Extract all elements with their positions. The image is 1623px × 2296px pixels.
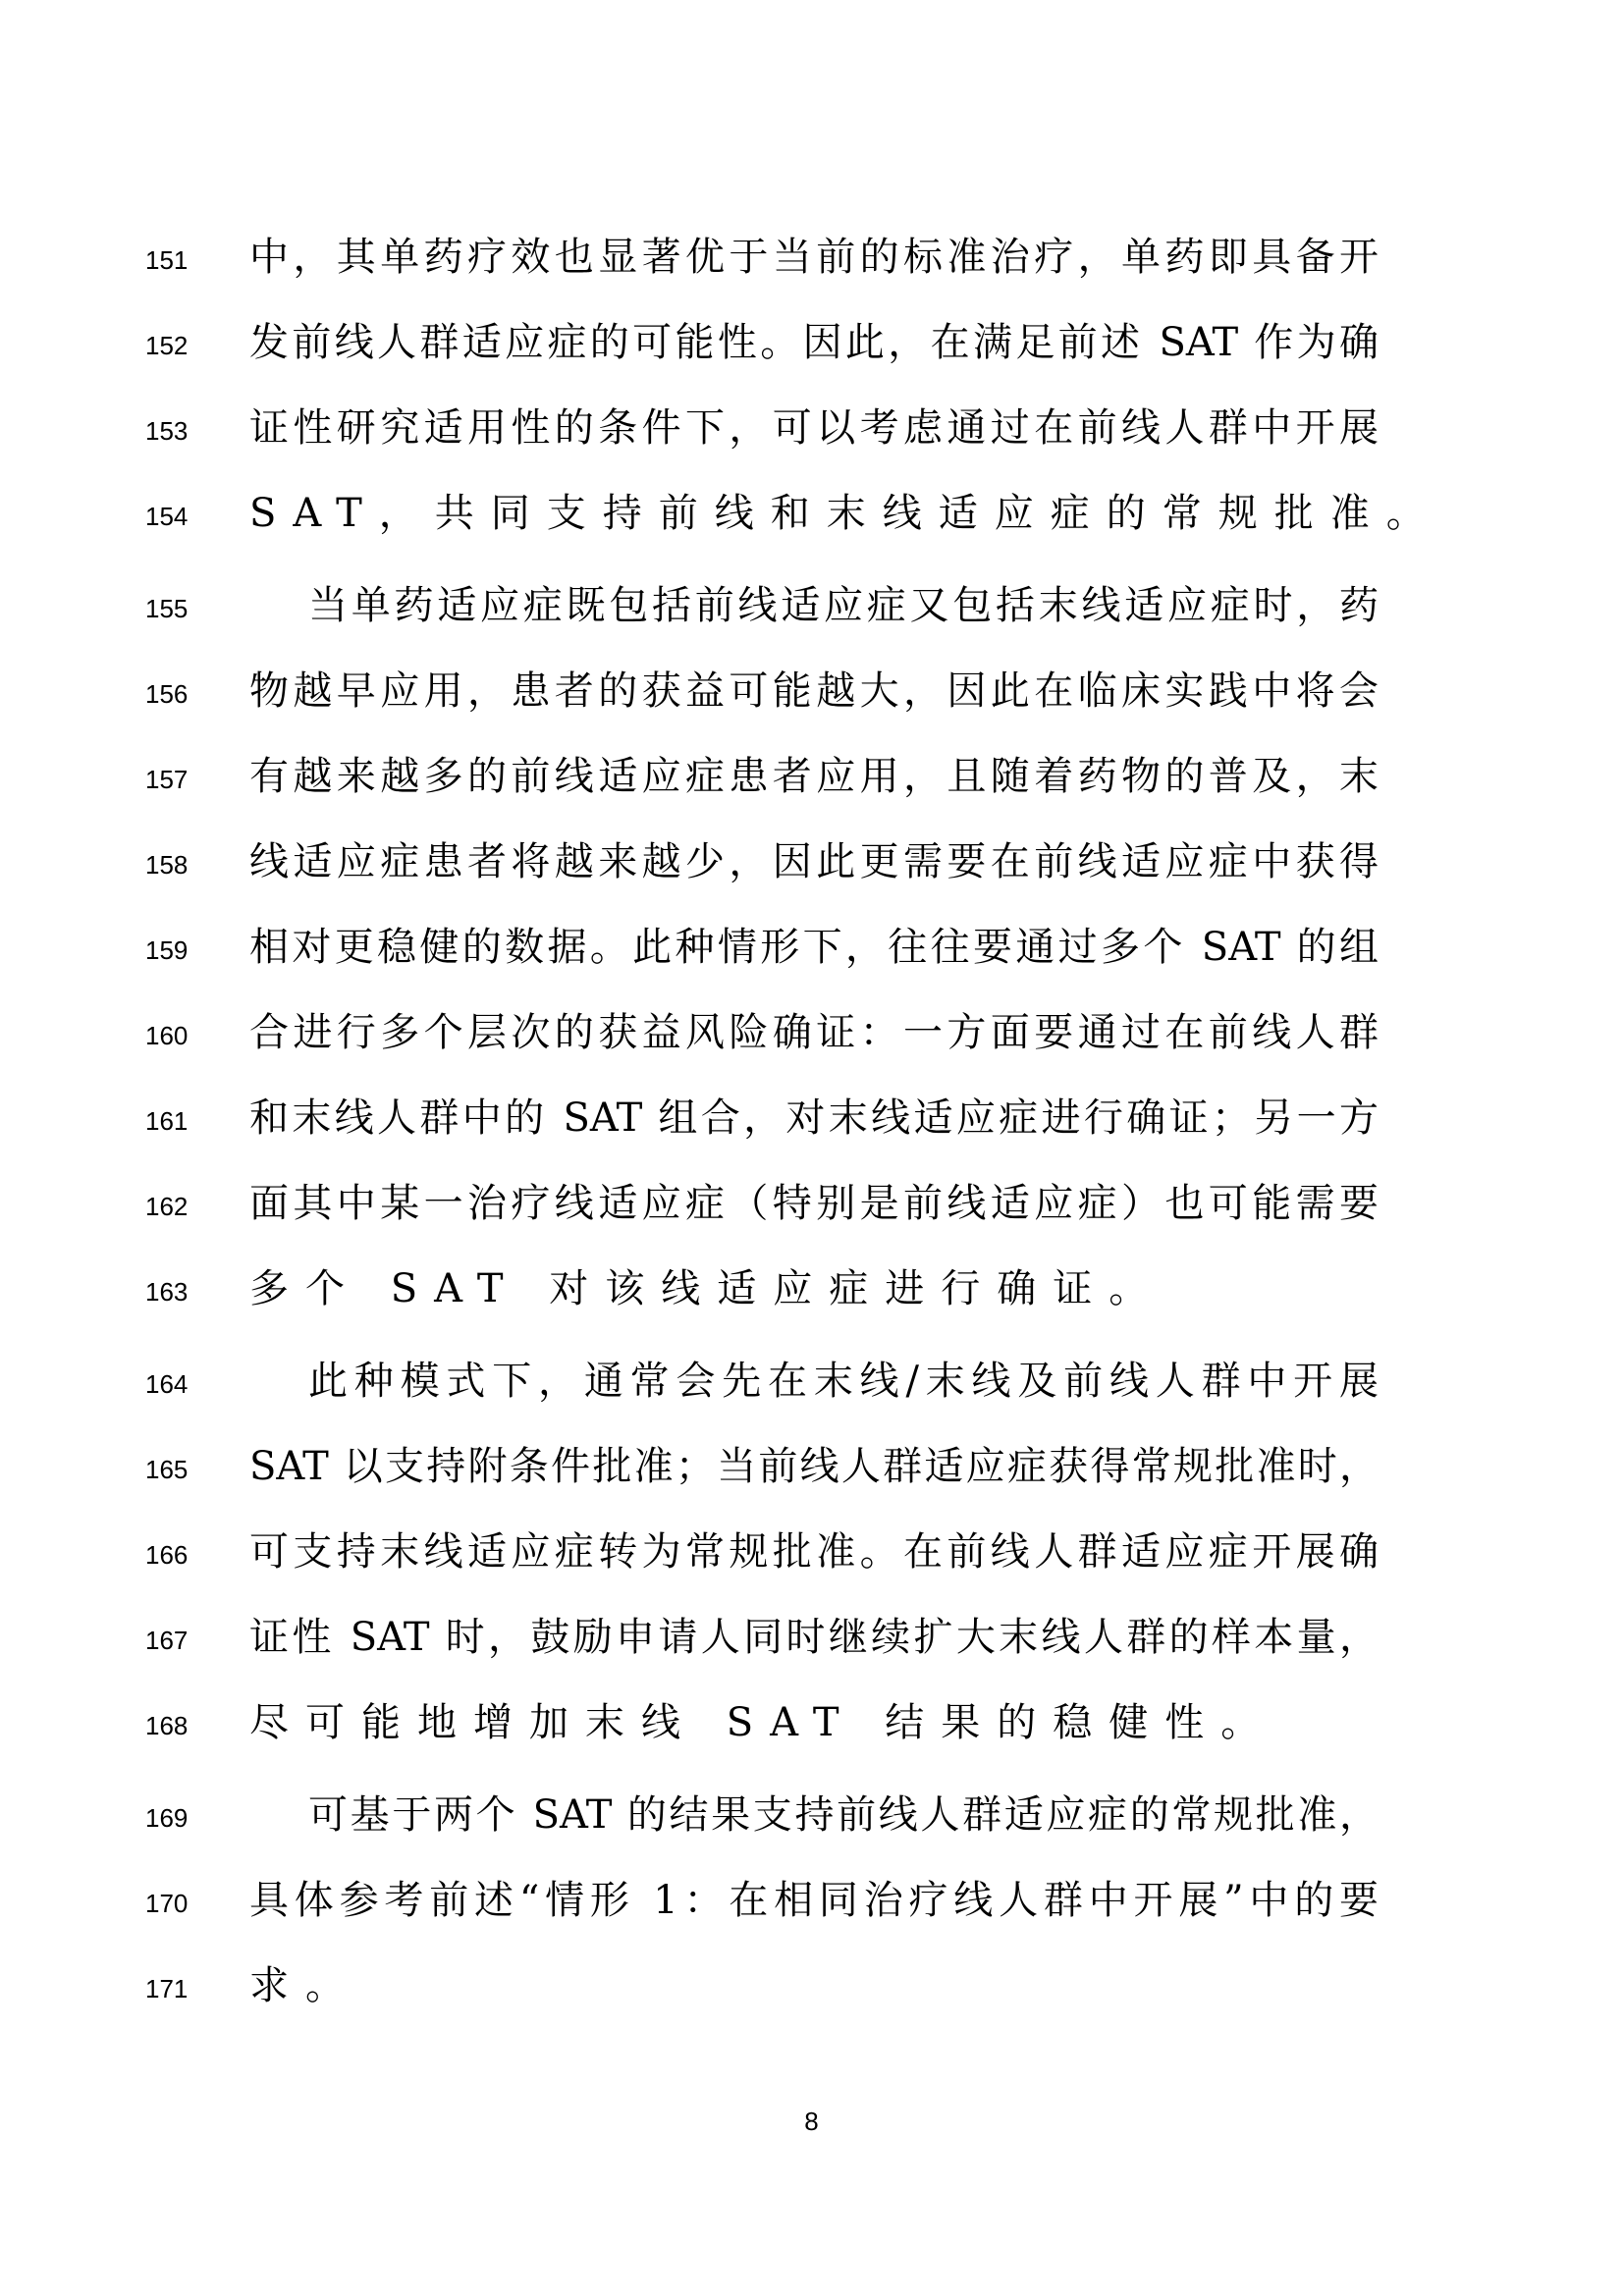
text-line	[145, 904, 1422, 989]
text-line	[145, 1338, 1422, 1423]
line-text: 合进行多个层次的获益风险确证：一方面要通过在前线人群	[249, 1009, 1379, 1055]
line-text: 发前线人群适应症的可能性。因此，在满足前述 SAT 作为确	[249, 319, 1379, 365]
line-text: 和末线人群中的 SAT 组合，对末线适应症进行确证；另一方	[249, 1095, 1379, 1141]
line-number: 164	[145, 1368, 189, 1399]
text-line	[145, 1509, 1422, 1594]
line-text: 面其中某一治疗线适应症（特别是前线适应症）也可能需要	[249, 1180, 1379, 1226]
line-number: 160	[145, 1020, 189, 1050]
line-text: SAT，共同支持前线和末线适应症的常规批准。	[249, 490, 1442, 536]
line-number: 171	[145, 1973, 189, 2003]
line-text: 具体参考前述“情形 1：在相同治疗线人群中开展”中的要	[249, 1877, 1379, 1923]
line-text: 当单药适应症既包括前线适应症又包括末线适应症时，药	[308, 582, 1379, 628]
line-number: 170	[145, 1888, 189, 1918]
text-line	[145, 1160, 1422, 1246]
text-line	[145, 1594, 1422, 1680]
line-text: 证性研究适用性的条件下，可以考虑通过在前线人群中开展	[249, 404, 1379, 451]
line-text: 求。	[249, 1962, 361, 2008]
text-line	[145, 470, 1442, 556]
line-number: 166	[145, 1539, 189, 1570]
text-line	[145, 1075, 1422, 1160]
line-number: 154	[145, 501, 189, 531]
text-line	[145, 385, 1422, 470]
page-number: 8	[804, 2107, 819, 2136]
text-line	[145, 1772, 1422, 1857]
text-line	[145, 299, 1422, 385]
line-number: 155	[145, 593, 189, 623]
line-text: 可基于两个 SAT 的结果支持前线人群适应症的常规批准，	[308, 1791, 1379, 1838]
line-number: 169	[145, 1802, 189, 1833]
text-line	[145, 562, 1422, 648]
text-line	[145, 214, 1422, 299]
line-number: 162	[145, 1191, 189, 1221]
text-line	[145, 1423, 1422, 1509]
line-text: 线适应症患者将越来越少，因此更需要在前线适应症中获得	[249, 838, 1379, 884]
line-number: 163	[145, 1276, 189, 1307]
line-text: 有越来越多的前线适应症患者应用，且随着药物的普及，末	[249, 753, 1379, 799]
line-text: 尽可能地增加末线 SAT 结果的稳健性。	[249, 1699, 1277, 1745]
line-text: 多个 SAT 对该线适应症进行确证。	[249, 1265, 1165, 1311]
text-line	[145, 648, 1422, 733]
text-line	[145, 819, 1422, 904]
line-text: 证性 SAT 时，鼓励申请人同时继续扩大末线人群的样本量，	[249, 1614, 1379, 1660]
line-number: 165	[145, 1454, 189, 1484]
text-line	[145, 1943, 1422, 2028]
line-text: 物越早应用，患者的获益可能越大，因此在临床实践中将会	[249, 667, 1379, 714]
line-number: 151	[145, 244, 189, 275]
line-text: 相对更稳健的数据。此种情形下，往往要通过多个 SAT 的组	[249, 924, 1379, 970]
line-number: 153	[145, 415, 189, 446]
line-text: 此种模式下，通常会先在末线/末线及前线人群中开展	[308, 1358, 1379, 1404]
line-number: 157	[145, 764, 189, 794]
line-text: 可支持末线适应症转为常规批准。在前线人群适应症开展确	[249, 1528, 1379, 1575]
text-line	[145, 1246, 1422, 1331]
line-text: 中，其单药疗效也显著优于当前的标准治疗，单药即具备开	[249, 234, 1379, 280]
line-number: 161	[145, 1105, 189, 1136]
line-number: 168	[145, 1710, 189, 1740]
text-line	[145, 989, 1422, 1075]
line-number: 152	[145, 330, 189, 360]
line-number: 167	[145, 1625, 189, 1655]
line-number: 159	[145, 934, 189, 965]
document-body	[145, 214, 1442, 2028]
line-number: 158	[145, 849, 189, 880]
text-line	[145, 1857, 1422, 1943]
line-number: 156	[145, 678, 189, 709]
text-line	[145, 1680, 1422, 1765]
line-text: SAT 以支持附条件批准；当前线人群适应症获得常规批准时，	[249, 1443, 1379, 1489]
text-line	[145, 733, 1422, 819]
